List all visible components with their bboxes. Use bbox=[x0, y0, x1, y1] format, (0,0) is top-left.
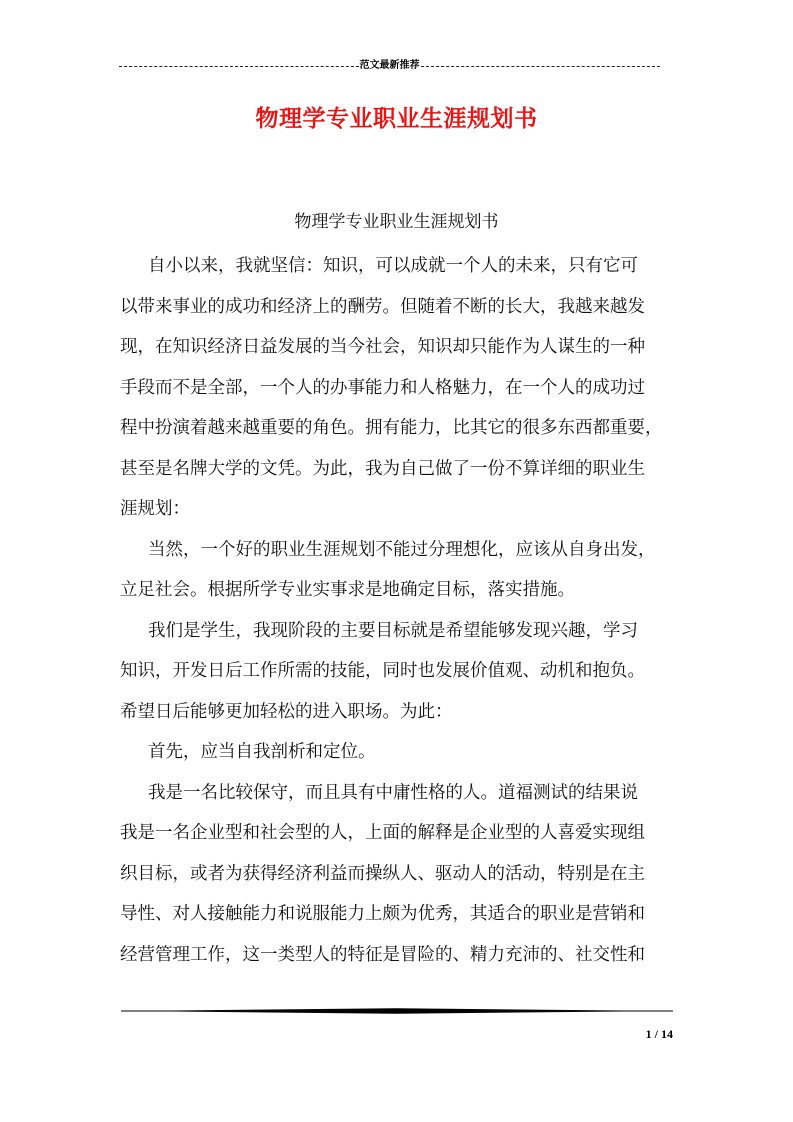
header-label: 范文最新推荐 bbox=[359, 60, 420, 71]
text-line: 我是一名比较保守，而且具有中庸性格的人。道福测试的结果说 bbox=[148, 782, 638, 803]
paragraph-4 bbox=[120, 732, 673, 773]
text-line: 导性、对人接触能力和说服能力上颇为优秀，其适合的职业是营销和 bbox=[120, 904, 645, 924]
header-dashed-rule-left bbox=[119, 66, 359, 67]
page-indicator: 1 / 14 bbox=[645, 1027, 673, 1041]
page-header bbox=[119, 58, 660, 74]
paragraph-3 bbox=[120, 611, 673, 733]
text-line: 当然，一个好的职业生涯规划不能过分理想化，应该从自身出发， bbox=[148, 539, 656, 560]
header-dashed-rule-right bbox=[421, 66, 661, 67]
document-subtitle: 物理学专业职业生涯规划书 bbox=[294, 212, 499, 232]
paragraph-1 bbox=[120, 246, 673, 530]
text-line: 首先，应当自我剖析和定位。 bbox=[148, 742, 376, 762]
text-line: 现，在知识经济日益发展的当今社会，知识却只能作为人谋生的一种 bbox=[120, 337, 645, 357]
text-line: 甚至是名牌大学的文凭。为此，我为自己做了一份不算详细的职业生 bbox=[120, 458, 645, 479]
text-line: 手段而不是全部，一个人的办事能力和人格魅力，在一个人的成功过 bbox=[120, 377, 645, 398]
paragraph-2 bbox=[120, 530, 673, 611]
text-line: 立足社会。根据所学专业实事求是地确定目标，落实措施。 bbox=[120, 580, 575, 600]
text-line: 涯规划： bbox=[120, 499, 190, 519]
text-line: 自小以来，我就坚信：知识，可以成就一个人的未来，只有它可 bbox=[148, 256, 638, 276]
document-title: 物理学专业职业生涯规划书 bbox=[255, 106, 538, 132]
document-body bbox=[120, 204, 673, 975]
text-line: 程中扮演着越来越重要的角色。拥有能力，比其它的很多东西都重要， bbox=[120, 418, 663, 438]
text-line: 以带来事业的成功和经济上的酬劳。但随着不断的长大，我越来越发 bbox=[120, 296, 645, 317]
text-line: 我是一名企业型和社会型的人，上面的解释是企业型的人喜爱实现组 bbox=[120, 823, 645, 843]
text-line: 经营管理工作，这一类型人的特征是冒险的、精力充沛的、社交性和 bbox=[120, 944, 645, 965]
text-line: 知识，开发日后工作所需的技能，同时也发展价值观、动机和抱负。 bbox=[120, 661, 645, 681]
text-line: 织目标，或者为获得经济利益而操纵人、驱动人的活动，特别是在主 bbox=[120, 863, 645, 884]
paragraph-5 bbox=[120, 773, 673, 976]
footer-divider bbox=[121, 1008, 673, 1014]
text-line: 我们是学生，我现阶段的主要目标就是希望能够发现兴趣，学习 bbox=[148, 620, 638, 641]
text-line: 希望日后能够更加轻松的进入职场。为此： bbox=[120, 701, 453, 722]
